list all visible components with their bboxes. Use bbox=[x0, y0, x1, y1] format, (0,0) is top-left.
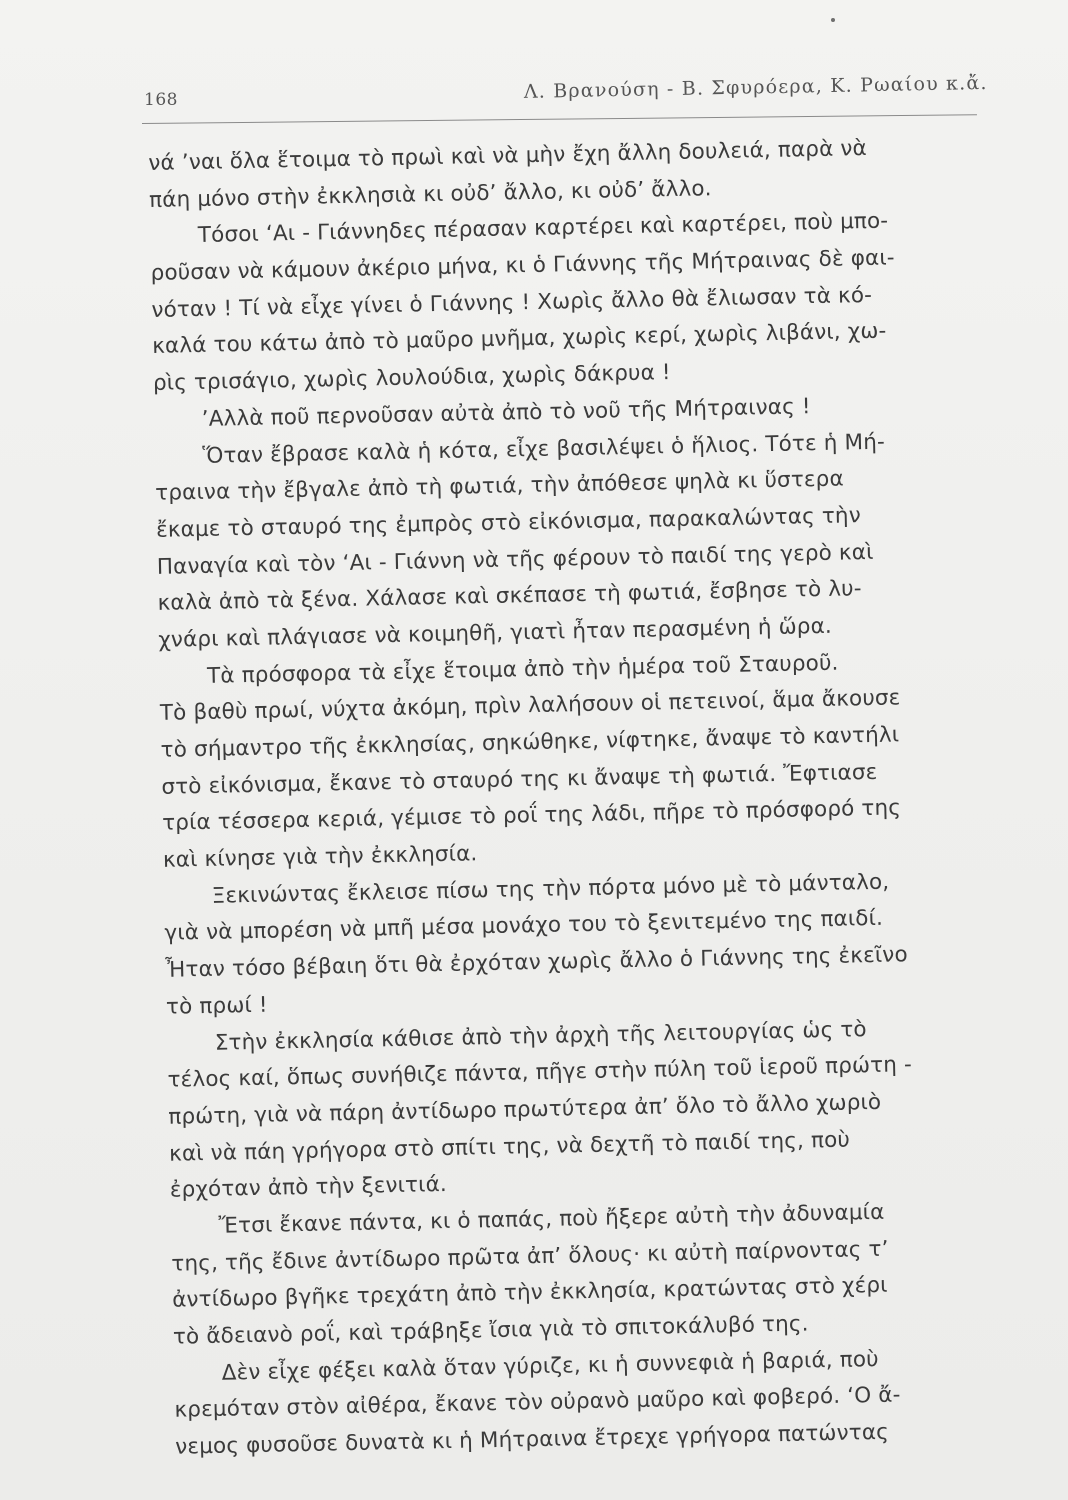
text-line: πρώτη, γιὰ νὰ πάρη ἀντίδωρο πρωτύτερα ἀπ’ ὅλο τὸ ἄλλο χωριὸ bbox=[168, 1089, 882, 1130]
text-line: Δὲν εἶχε φέξει καλὰ ὅταν γύριζε, κι ἡ συννεφιὰ ἡ βαριά, ποὺ bbox=[221, 1346, 879, 1386]
text-line: τὸ ἄδειανὸ ροΐ, καὶ τράβηξε ἴσια γιὰ τὸ σπιτοκάλυβό της. bbox=[172, 1311, 809, 1350]
page-number: 168 bbox=[144, 90, 178, 110]
text-line: ’Αλλὰ ποῦ περνοῦσαν αὐτὰ ἀπὸ τὸ νοῦ τῆς Μήτραινας ! bbox=[201, 393, 811, 432]
text-line: κρεμόταν στὸν αἰθέρα, ἔκανε τὸν οὐρανὸ μαῦρο καὶ φοβερό. ‘Ο ἄ- bbox=[174, 1382, 901, 1424]
text-line: Ἦταν τόσο βέβαιη ὅτι θὰ ἐρχόταν χωρὶς ἄλλο ὁ Γιάννης της ἐκεῖνο bbox=[165, 942, 909, 983]
text-line: τὸ σήμαντρο τῆς ἐκκλησίας, σηκώθηκε, νίφτηκε, ἄναψε τὸ καντήλι bbox=[160, 722, 900, 763]
text-line: νόταν ! Τί νὰ εἶχε γίνει ὁ Γιάννης ! Χωρὶς ἄλλο θὰ ἔλιωσαν τὰ κό- bbox=[151, 282, 873, 323]
text-line: νά ’ναι ὅλα ἕτοιμα τὸ πρωὶ καὶ νὰ μὴν ἔχη ἄλλη δουλειά, παρὰ νὰ bbox=[148, 135, 868, 176]
text-line: Τὸ βαθὺ πρωί, νύχτα ἀκόμη, πρὶν λαλήσουν οἱ πετεινοί, ἅμα ἄκουσε bbox=[159, 685, 901, 727]
text-line: της, τῆς ἔδινε ἀντίδωρο πρῶτα ἀπ’ ὅλους· κι αὐτὴ παίρνοντας τ’ bbox=[171, 1236, 889, 1277]
text-line: ἐρχόταν ἀπὸ τὴν ξενιτιά. bbox=[169, 1172, 448, 1204]
text-line: ροῦσαν νὰ κάμουν ἀκέριο μήνα, κι ὁ Γιάννης τῆς Μήτραινας δὲ φαι- bbox=[150, 245, 895, 287]
text-line: νεμος φυσοῦσε δυνατὰ κι ἡ Μήτραινα ἔτρεχε γρήγορα πατώντας bbox=[174, 1419, 890, 1460]
paper-speck bbox=[831, 18, 835, 22]
text-line: ἔκαμε τὸ σταυρό της ἐμπρὸς στὸ εἰκόνισμα, παρακαλώντας τὴν bbox=[155, 503, 862, 543]
page-header bbox=[144, 72, 988, 112]
text-line: τὸ πρωί ! bbox=[165, 992, 268, 1020]
header-rule bbox=[142, 114, 977, 124]
text-line: τέλος καί, ὅπως συνήθιζε πάντα, πῆγε στὴν πύλη τοῦ ἱεροῦ πρώτη - bbox=[167, 1052, 913, 1093]
text-line: ἀντίδωρο βγῆκε τρεχάτη ἀπὸ τὴν ἐκκλησία, κρατώντας στὸ χέρι bbox=[171, 1273, 888, 1314]
text-line: Τὰ πρόσφορα τὰ εἶχε ἕτοιμα ἀπὸ τὴν ἡμέρα τοῦ Σταυροῦ. bbox=[206, 650, 839, 689]
text-line: στὸ εἰκόνισμα, ἔκανε τὸ σταυρό της κι ἄναψε τὴ φωτιά. Ἔφτιασε bbox=[161, 759, 878, 800]
text-line: Ἔτσι ἔκανε πάντα, κι ὁ παπάς, ποὺ ἤξερε αὐτὴ τὴν ἀδυναμία bbox=[218, 1199, 885, 1239]
text-line: γιὰ νὰ μπορέση νὰ μπῆ μέσα μονάχο του τὸ ξενιτεμένο της παιδί. bbox=[164, 906, 884, 947]
text-line: καὶ κίνησε γιὰ τὴν ἐκκλησία. bbox=[162, 841, 478, 873]
text-line: Ξεκινώντας ἔκλεισε πίσω της τὴν πόρτα μόνο μὲ τὸ μάνταλο, bbox=[211, 869, 890, 909]
text-line: ρὶς τρισάγιο, χωρὶς λουλούδια, χωρὶς δάκρυα ! bbox=[152, 360, 671, 397]
text-line: χνάρι καὶ πλάγιασε νὰ κοιμηθῆ, γιατὶ ἦταν περασμένη ἡ ὥρα. bbox=[158, 613, 833, 653]
text-line: Τόσοι ‘Αι - Γιάννηδες πέρασαν καρτέρει καὶ καρτέρει, ποὺ μπο- bbox=[197, 208, 889, 249]
text-line: καλὰ ἀπὸ τὰ ξένα. Χάλασε καὶ σκέπασε τὴ φωτιά, ἔσβησε τὸ λυ- bbox=[157, 576, 862, 617]
body-text bbox=[148, 128, 1035, 1466]
running-head: Λ. Βρανούση - Β. Σφυρόερα, Κ. Ρωαίου κ.ἄ. bbox=[523, 72, 988, 103]
text-line: Στὴν ἐκκλησία κάθισε ἀπὸ τὴν ἀρχὴ τῆς λειτουργίας ὡς τὸ bbox=[214, 1016, 867, 1056]
text-line: καὶ νὰ πάη γρήγορα στὸ σπίτι της, νὰ δεχτῆ τὸ παιδί της, ποὺ bbox=[168, 1127, 851, 1167]
text-line: Παναγία καὶ τὸν ‘Αι - Γιάννη νὰ τῆς φέρουν τὸ παιδί της γερὸ καὶ bbox=[156, 539, 874, 580]
text-line: καλά του κάτω ἀπὸ τὸ μαῦρο μνῆμα, χωρὶς κερί, χωρὶς λιβάνι, χω- bbox=[151, 319, 887, 360]
text-line: Ὅταν ἔβρασε καλὰ ἡ κότα, εἶχε βασιλέψει ὁ ἥλιος. Τότε ἡ Μή- bbox=[202, 429, 886, 469]
text-line: πάη μόνο στὴν ἐκκλησιὰ κι οὐδ’ ἄλλο, κι οὐδ’ ἄλλο. bbox=[148, 175, 712, 213]
text-line: τρία τέσσερα κεριά, γέμισε τὸ ροΐ της λάδι, πῆρε τὸ πρόσφορό της bbox=[161, 795, 902, 837]
text-line: τραινα τὴν ἔβγαλε ἀπὸ τὴ φωτιά, τὴν ἀπόθεσε ψηλὰ κι ὕστερα bbox=[155, 466, 845, 507]
